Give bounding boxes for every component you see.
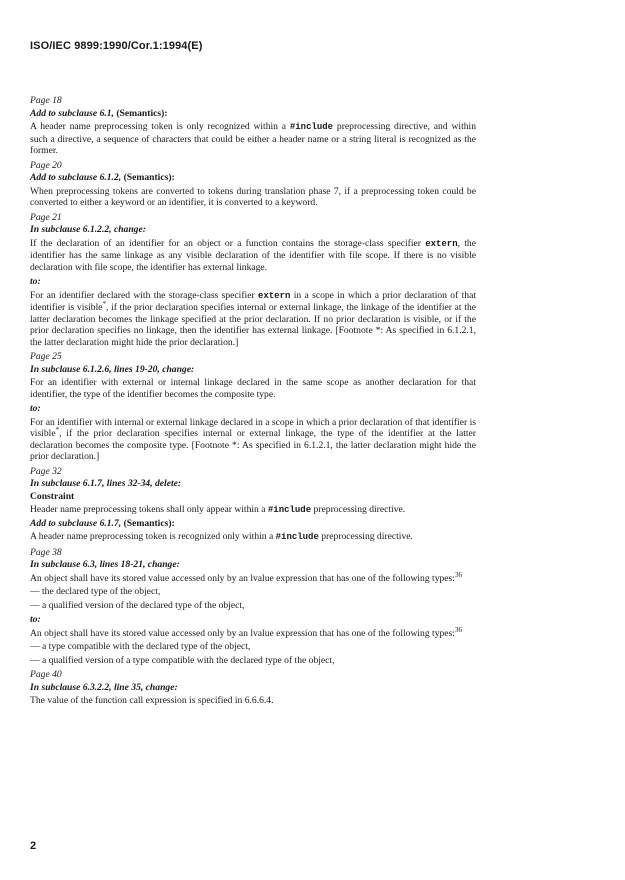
page-ref-18: Page 18 — [30, 95, 62, 106]
paragraph — [30, 238, 476, 274]
paragraph: For an identifier with external or internal linkage declared in the same scope as another declaration for that identifier, the type of the identifier becomes the composite type. — [30, 377, 476, 400]
page-ref-38: Page 38 — [30, 546, 62, 558]
text: in a scope in which a prior declaration of that identifier is visible — [30, 289, 476, 313]
page-number: 2 — [30, 840, 37, 852]
text: If the declaration of an identifier for an object or a function contains the storage-class specifier — [30, 237, 426, 249]
to-label: to: — [30, 403, 41, 414]
instruction-text: Add to subclause 6.1, — [30, 107, 117, 119]
text: , if the prior declaration specifies internal or external linkage, the type of the identifier at the latter declaration becomes the composite type. [Footnote *: As specified in 6.1.2.1, the latter declaration might hide the prior declaration.] — [30, 428, 476, 462]
instruction-6-1-2 — [30, 172, 476, 184]
list-item: — a type compatible with the declared type of the object, — [30, 641, 251, 652]
text: An object shall have its stored value accessed only by an lvalue expression that has one of the following types: — [30, 627, 455, 639]
page-ref-21: Page 21 — [30, 211, 62, 223]
code-include: #include — [275, 532, 319, 542]
instruction-6-3-2-2: In subclause 6.3.2.2, line 35, change: — [30, 681, 178, 693]
instruction-6-3: In subclause 6.3, lines 18-21, change: — [30, 559, 180, 570]
footnote-marker: * — [102, 299, 107, 308]
page-ref-20: Page 20 — [30, 159, 62, 171]
to-label: to: — [30, 614, 41, 625]
footnote-marker: * — [55, 425, 60, 434]
paragraph — [30, 625, 476, 640]
code-include: #include — [289, 122, 334, 132]
list-item: — a qualified version of a type compatible with the declared type of the object, — [30, 654, 335, 666]
paragraph — [30, 531, 476, 544]
paragraph — [30, 570, 476, 585]
paragraph: When preprocessing tokens are converted to tokens during translation phase 7, if a preprocessing token could be converted to either a keyword or an identifier, it is converted to a keyword. — [30, 185, 476, 208]
paragraph: The value of the function call expression is specified in 6.6.6.4. — [30, 695, 274, 706]
instruction-6-1-7-delete: In subclause 6.1.7, lines 32-34, delete: — [30, 478, 182, 489]
text: An object shall have its stored value accessed only by an lvalue expression that has one of the following types: — [30, 572, 455, 584]
paragraph — [30, 121, 476, 157]
paragraph — [30, 290, 476, 349]
footnote-marker: 36 — [454, 625, 462, 634]
text: , the identifier has the same linkage as any visible declaration of the identifier with file scope. If there is no visible declaration with file scope, the identifier has external linkage. — [30, 237, 476, 273]
text: For an identifier with internal or external linkage declared in a scope in which a prior declaration of that identifier is visible — [30, 416, 476, 439]
code-extern: extern — [257, 290, 291, 301]
page-ref-25: Page 25 — [30, 351, 62, 362]
text: preprocessing directive. — [318, 531, 413, 542]
text: For an identifier declared with the storage-class specifier — [30, 289, 258, 301]
text: preprocessing directive, and within such a directive, a sequence of characters that could be either a header name or a string literal is recognized as the former. — [30, 121, 476, 156]
text: Header name preprocessing tokens shall only appear within a — [30, 504, 268, 515]
text: A header name preprocessing token is recognized only within a — [30, 531, 276, 542]
instruction-6-1 — [30, 108, 476, 120]
constraint-heading: Constraint — [30, 490, 75, 502]
instruction-6-1-2-2: In subclause 6.1.2.2, change: — [30, 224, 146, 235]
instruction-semantics: (Semantics): — [123, 517, 175, 529]
instruction-semantics: (Semantics): — [123, 172, 175, 183]
code-extern: extern — [425, 238, 458, 249]
page-ref-40: Page 40 — [30, 669, 62, 680]
text: , if the prior declaration specifies internal or external linkage, the linkage of the identifier at the latter declaration becomes the linkage specified at the prior declaration. If no prior declaration is visible, or if the prior declaration specifies no linkage, then the identifier has external linkage. [Footnote *: As specified in 6.1.2.1, the latter declaration might hide the prior declaration.] — [30, 302, 476, 348]
list-item: — a qualified version of the declared type of the object, — [30, 599, 245, 611]
list-item: — the declared type of the object, — [30, 586, 161, 597]
document-header: ISO/IEC 9899:1990/Cor.1:1994(E) — [30, 40, 203, 52]
instruction-6-1-7-add — [30, 518, 476, 530]
page-ref-32: Page 32 — [30, 465, 62, 477]
code-include: #include — [267, 505, 312, 515]
text: preprocessing directive. — [311, 504, 406, 515]
text: A header name preprocessing token is only recognized within a — [30, 121, 290, 132]
instruction-6-1-2-6: In subclause 6.1.2.6, lines 19-20, change: — [30, 363, 195, 375]
corrigendum-body — [30, 95, 476, 707]
instruction-semantics: (Semantics): — [116, 107, 168, 119]
to-label: to: — [30, 276, 41, 287]
footnote-marker: 36 — [454, 570, 462, 579]
instruction-text: Add to subclause 6.1.7, — [30, 517, 124, 529]
instruction-text: Add to subclause 6.1.2, — [30, 172, 124, 183]
paragraph — [30, 504, 476, 517]
paragraph — [30, 417, 476, 463]
